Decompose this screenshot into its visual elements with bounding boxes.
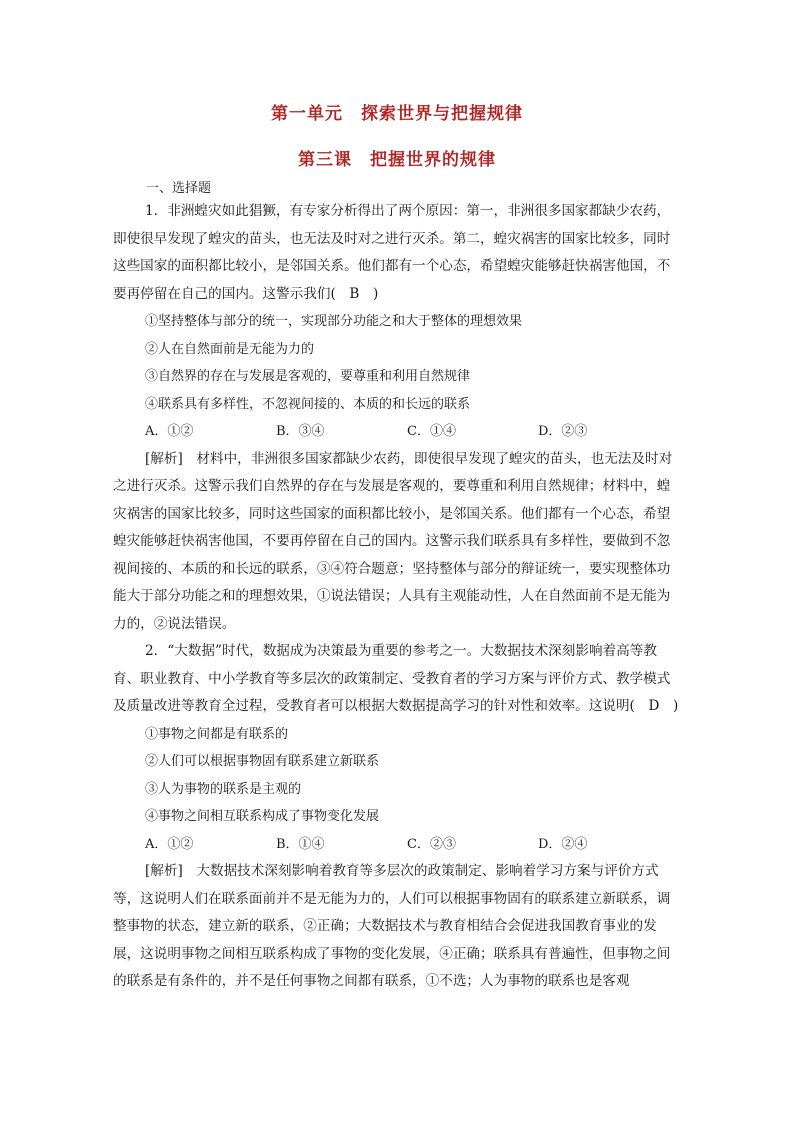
question-option: ①坚持整体与部分的统一，实现部分功能之和大于整体的理想效果 xyxy=(145,314,523,329)
section-title: 一、选择题 xyxy=(146,181,212,196)
question-option: ④联系具有多样性，不忽视间接的、本质的和长远的联系 xyxy=(145,396,471,412)
choice-b: B．①④ xyxy=(276,836,325,852)
question-option: ③自然界的存在与发展是客观的，要尊重和利用自然规律 xyxy=(145,369,471,384)
unit-title: 第一单元 探索世界与把握规律 xyxy=(271,104,523,124)
question-option: ①事物之间都是有联系的 xyxy=(145,726,289,742)
question-analysis: [解析] 材料中，非洲很多国家都缺少农药，即使很早发现了蝗灾的苗头，也无法及时对之进行灭杀。这警示我们自然界的存在与发展是客观的，要尊重和利用自然规律；材料中，蝗灾祸害的国家比较多，同时这些国家的面积都比较小，是邻国关系。他们都有一个心态，希望蝗灾能够赶快祸害他国，不要再停留在自己的国内。这警示我们联系具有多样性，要做到不忽视间接的、本质的和长远的联系，③④符合题意；坚持整体与部分的辩证统一，要实现整体功能大于部分功能之和的理想效果，①说法错误；人具有主观能动性，人在自然面前不是无能为力的，②说法错误。 xyxy=(113,450,673,632)
question-option: ②人在自然面前是无能为力的 xyxy=(145,341,315,357)
question-stem: 1．非洲蝗灾如此猖獗，有专家分析得出了两个原因：第一，非洲很多国家都缺少农药，即使很早发现了蝗灾的苗头，也无法及时对之进行灭杀。第二，蝗灾祸害的国家比较多，同时这些国家的面积都比较小，是邻国关系。他们都有一个心态，希望蝗灾能够赶快祸害他国，不要再停留在自己的国内。这警示我们( B ) xyxy=(113,203,671,302)
question-option: ④事物之间相互联系构成了事物变化发展 xyxy=(145,809,380,824)
choice-c: C．②③ xyxy=(407,836,456,852)
lesson-title: 第三课 把握世界的规律 xyxy=(298,150,496,170)
choice-a: A．①② xyxy=(145,424,194,439)
question-1 xyxy=(113,198,681,638)
choice-d: D．②③ xyxy=(538,424,588,439)
question-2 xyxy=(113,638,681,996)
choice-b: B．③④ xyxy=(276,424,325,439)
question-option: ②人们可以根据事物固有联系建立新联系 xyxy=(145,754,380,769)
question-stem: 2．“大数据”时代，数据成为决策最为重要的参考之一。大数据技术深刻影响着高等教育、职业教育、中小学教育等多层次的政策制定、受教育者的学习方案与评价方式、教学模式及质量改进等教育全过程，受教育者可以根据大数据提高学习的针对性和效率。这说明( D ) xyxy=(113,643,679,714)
choice-c: C．①④ xyxy=(407,424,456,439)
document-body xyxy=(113,198,681,996)
answer-choices xyxy=(113,831,681,859)
choice-d: D．②④ xyxy=(538,836,588,852)
question-option: ③人为事物的联系是主观的 xyxy=(145,781,302,797)
answer-choices xyxy=(113,418,681,446)
question-analysis: [解析] 大数据技术深刻影响着教育等多层次的政策制定、影响着学习方案与评价方式等，这说明人们在联系面前并不是无能为力的，人们可以根据事物固有的联系建立新联系，调整事物的状态，建立新的联系，②正确；大数据技术与教育相结合会促进我国教育事业的发展，这说明事物之间相互联系构成了事物的变化发展，④正确；联系具有普遍性，但事物之间的联系是有条件的，并不是任何事物之间都有联系，①不选；人为事物的联系也是客观 xyxy=(113,863,671,989)
choice-a: A．①② xyxy=(145,836,194,852)
